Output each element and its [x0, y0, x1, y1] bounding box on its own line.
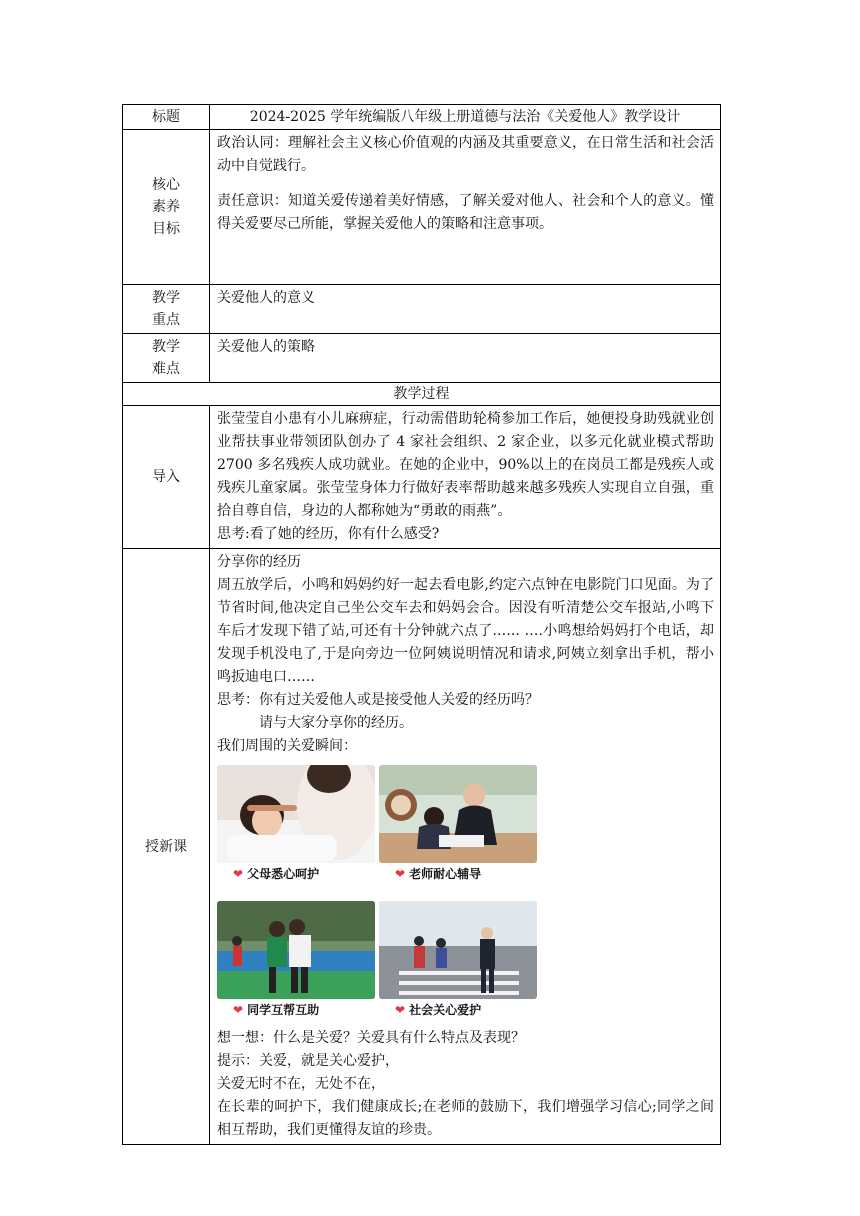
- hint-line-2: 关爱无时不在，无处不在，: [217, 1076, 385, 1092]
- title-value: 2024-2025 学年统编版八年级上册道德与法治《关爱他人》教学设计: [210, 105, 721, 130]
- reflect-question: 想一想：什么是关爱？关爱具有什么特点及表现？: [217, 1030, 525, 1046]
- difficulty-value: 关爱他人的策略: [210, 334, 721, 383]
- core-goals-row: [123, 130, 721, 285]
- title-row: [123, 105, 721, 130]
- intro-label: 导入: [123, 406, 210, 549]
- core-goals-label: 核心 素养 目标: [123, 130, 210, 285]
- care-moments-heading: 我们周围的关爱瞬间：: [217, 738, 357, 754]
- photo-teacher: [379, 765, 537, 863]
- new-lesson-label: 授新课: [123, 549, 210, 1145]
- lesson-plan-table: [122, 104, 721, 1145]
- think-instruction: 请与大家分享你的经历。: [259, 715, 413, 731]
- process-header: 教学过程: [123, 383, 721, 406]
- heart-icon: ❤: [233, 1003, 244, 1017]
- intro-story: 张莹莹自小患有小儿麻痹症，行动需借助轮椅参加工作后，她便投身助残就业创业帮扶事业带领团队创办了 4 家社会组织、2 家企业，以多元化就业模式帮助 2700 多名残疾人成功就业。在她的企业中，90%以上的在岗员工都是残疾人或残疾儿童家属。张莹莹身体力行做好表率帮助越来越多残疾人实现自立自强，重拾自尊自信，身边的人都称她为“勇敢的雨燕”。: [217, 411, 714, 519]
- title-label: 标题: [123, 105, 210, 130]
- photo-parents: [217, 765, 375, 863]
- care-moments-images: ❤ 父母悉心呵护 ❤ 老师耐心辅导 ❤ 同学互帮互助 ❤ 社会关心爱护: [217, 765, 537, 1021]
- goal-responsibility: 责任意识：知道关爱传递着美好情感，了解关爱对他人、社会和个人的意义。懂得关爱要尽己所能，掌握关爱他人的策略和注意事项。: [217, 193, 714, 232]
- think-question: 思考：你有过关爱他人或是接受他人关爱的经历吗？: [217, 692, 539, 708]
- core-goals-content: [210, 130, 721, 285]
- heart-icon: ❤: [395, 867, 406, 881]
- key-point-value: 关爱他人的意义: [210, 285, 721, 334]
- hint-line-3: 在长辈的呵护下，我们健康成长;在老师的鼓励下，我们增强学习信心;同学之间相互帮助，我们更懂得友谊的珍贵。: [217, 1099, 714, 1138]
- difficulty-label: 教学 难点: [123, 334, 210, 383]
- photo-classmates: [217, 901, 375, 999]
- key-point-label: 教学 重点: [123, 285, 210, 334]
- hint-line-1: 提示：关爱，就是关心爱护，: [217, 1053, 399, 1069]
- intro-content: [210, 406, 721, 549]
- difficulty-row: [123, 334, 721, 383]
- share-story: 周五放学后，小鸣和妈妈约好一起去看电影,约定六点钟在电影院门口见面。为了节省时间,他决定自己坐公交车去和妈妈会合。因没有听清楚公交车报站,小鸣下车后才发现下错了站,可还有十分钟就六点了.….. ….小鸣想给妈妈打个电话，却发现手机没电了,于是向旁边一位阿姨说明情况和请求,阿姨立刻拿出手机，帮小鸣扳迪电口……: [217, 577, 714, 685]
- heart-icon: ❤: [233, 867, 244, 881]
- process-header-row: [123, 383, 721, 406]
- key-point-row: [123, 285, 721, 334]
- new-lesson-content: [210, 549, 721, 1145]
- intro-row: [123, 406, 721, 549]
- new-lesson-row: [123, 549, 721, 1145]
- goal-political: 政治认同：理解社会主义核心价值观的内涵及其重要意义，在日常生活和社会活动中自觉践行。: [217, 135, 714, 174]
- photo-society: [379, 901, 537, 999]
- share-heading: 分享你的经历: [217, 554, 301, 570]
- intro-question: 思考:看了她的经历，你有什么感受?: [217, 526, 440, 542]
- heart-icon: ❤: [395, 1003, 406, 1017]
